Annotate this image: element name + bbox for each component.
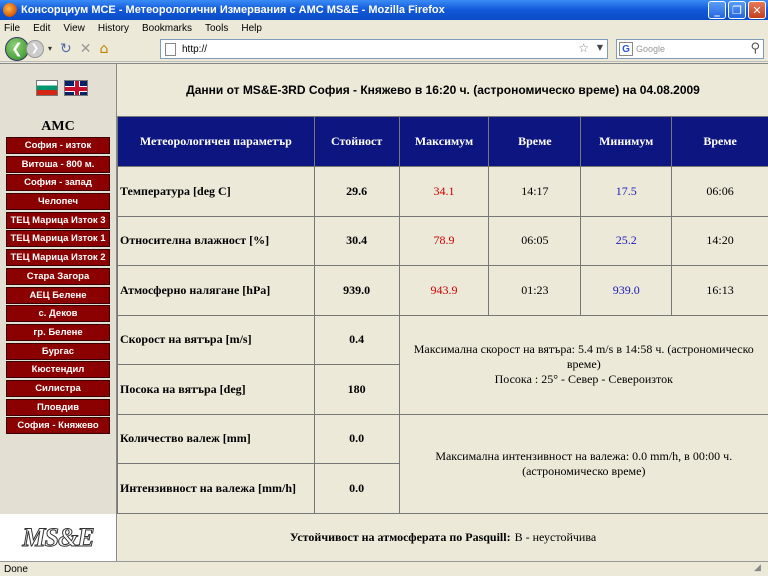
table-row: [118, 414, 768, 464]
station-plovdiv[interactable]: Пловдив: [6, 399, 110, 416]
precipitation-summary: Максимална интензивност на валежа: 0.0 mm/h, в 00:00 ч. (астрономическо време): [399, 414, 768, 513]
current-value: 0.4: [314, 315, 399, 365]
max-value: 943.9: [399, 266, 489, 316]
url-text[interactable]: http://: [182, 43, 208, 55]
mse-logo: [0, 514, 116, 562]
station-sofia-west[interactable]: София - запад: [6, 174, 110, 191]
url-bar[interactable]: [160, 39, 608, 59]
max-time: 14:17: [489, 167, 581, 217]
max-value: 78.9: [399, 216, 489, 266]
station-silistra[interactable]: Силистра: [6, 380, 110, 397]
search-engine-icon[interactable]: G: [619, 42, 633, 56]
station-chelopech[interactable]: Челопеч: [6, 193, 110, 210]
maximize-button[interactable]: ❐: [728, 1, 746, 19]
uk-flag-icon[interactable]: [64, 80, 88, 96]
parameter-name: Посока на вятъра [deg]: [118, 365, 315, 415]
stations-heading: АМС: [41, 119, 75, 134]
max-value: 34.1: [399, 167, 489, 217]
table-row: [118, 315, 768, 365]
home-icon[interactable]: ⌂: [99, 40, 109, 57]
search-box[interactable]: [616, 39, 764, 59]
table-row: [118, 216, 768, 266]
back-arrow-icon[interactable]: ❮: [5, 37, 29, 61]
max-time: 06:05: [489, 216, 581, 266]
menu-tools[interactable]: Tools: [205, 22, 229, 34]
min-value: 939.0: [581, 266, 672, 316]
current-value: 0.0: [314, 414, 399, 464]
table-row: [118, 167, 768, 217]
parameter-name: Скорост на вятъра [m/s]: [118, 315, 315, 365]
status-text: Done: [4, 563, 28, 575]
current-value: 180: [314, 365, 399, 415]
column-header: Метеорологичен параметър: [118, 117, 315, 167]
column-header: Максимум: [399, 117, 489, 167]
min-time: 14:20: [672, 216, 768, 266]
station-stara-zagora[interactable]: Стара Загора: [6, 268, 110, 285]
page-title: Данни от MS&E-3RD София - Княжево в 16:20 ч. (астрономическо време) на 04.08.2009: [186, 82, 700, 97]
parameter-name: Количество валеж [mm]: [118, 414, 315, 464]
min-value: 17.5: [581, 167, 672, 217]
measurements-table: [117, 116, 768, 514]
logo-text: MS&E: [22, 523, 94, 552]
station-sofia-knyazhevo[interactable]: София - Княжево: [6, 417, 110, 434]
wind-direction-note: Посока : 25° - Север - Североизток: [494, 372, 673, 386]
station-npp-belene[interactable]: АЕЦ Белене: [6, 287, 110, 304]
forward-arrow-icon[interactable]: ❯: [26, 40, 44, 58]
station-vitosha[interactable]: Витоша - 800 м.: [6, 156, 110, 173]
current-value: 30.4: [314, 216, 399, 266]
current-value: 29.6: [314, 167, 399, 217]
menu-view[interactable]: View: [63, 22, 85, 34]
firefox-icon: [3, 3, 17, 17]
column-header: Стойност: [314, 117, 399, 167]
bulgarian-flag-icon[interactable]: [36, 80, 58, 96]
station-belene-town[interactable]: гр. Белене: [6, 324, 110, 341]
max-time: 01:23: [489, 266, 581, 316]
current-value: 939.0: [314, 266, 399, 316]
resize-grip-icon[interactable]: ◢: [754, 563, 761, 573]
page-icon: [165, 43, 176, 56]
menu-bookmarks[interactable]: Bookmarks: [141, 22, 192, 34]
menu-help[interactable]: Help: [241, 22, 262, 34]
current-value: 0.0: [314, 464, 399, 514]
parameter-name: Относителна влажност [%]: [118, 216, 315, 266]
column-header: Време: [672, 117, 768, 167]
window-title: Консорциум МСЕ - Метеорологични Измервания с АМС MS&E - Mozilla Firefox: [21, 4, 445, 16]
bookmark-star-icon[interactable]: ☆: [578, 41, 589, 55]
stability-label: Устойчивост на атмосферата по Pasquill:: [289, 529, 511, 544]
menu-edit[interactable]: Edit: [33, 22, 51, 34]
station-sofia-east[interactable]: София - изток: [6, 137, 110, 154]
url-dropdown-icon[interactable]: ▼: [596, 43, 603, 52]
column-header: Време: [489, 117, 581, 167]
search-input[interactable]: Google: [636, 44, 666, 54]
parameter-name: Температура [deg C]: [118, 167, 315, 217]
table-row: [118, 266, 768, 316]
parameter-name: Интензивност на валежа [mm/h]: [118, 464, 315, 514]
station-dekov[interactable]: с. Деков: [6, 305, 110, 322]
search-icon[interactable]: ⚲: [750, 41, 760, 56]
navigation-toolbar: [0, 36, 768, 62]
station-list: [6, 137, 110, 436]
menu-history[interactable]: History: [97, 22, 129, 34]
station-kyustendil[interactable]: Кюстендил: [6, 361, 110, 378]
status-bar: [0, 561, 768, 576]
stability-info: [117, 512, 768, 562]
close-button[interactable]: ✕: [748, 1, 766, 19]
menu-file[interactable]: File: [4, 22, 21, 34]
sidebar: [0, 64, 116, 562]
page-content: [0, 63, 768, 561]
min-value: 25.2: [581, 216, 672, 266]
column-header: Минимум: [581, 117, 672, 167]
menu-bar: [0, 20, 768, 36]
reload-icon[interactable]: ↻: [60, 40, 72, 57]
main-panel: [116, 64, 768, 562]
stability-value: B - неустойчива: [514, 529, 597, 544]
table-header-row: [118, 117, 768, 167]
min-time: 16:13: [672, 266, 768, 316]
parameter-name: Атмосферно налягане [hPa]: [118, 266, 315, 316]
wind-max-note: Максимална скорост на вятъра: 5.4 m/s в 14:58 ч. (астрономическо време): [413, 342, 754, 371]
history-dropdown-icon[interactable]: ▾: [48, 44, 53, 53]
station-tpp-maritsa-2[interactable]: ТЕЦ Марица Изток 2: [6, 249, 110, 266]
station-tpp-maritsa-3[interactable]: ТЕЦ Марица Изток 3: [6, 212, 110, 229]
min-time: 06:06: [672, 167, 768, 217]
stop-icon[interactable]: ✕: [79, 40, 92, 57]
station-tpp-maritsa-1[interactable]: ТЕЦ Марица Изток 1: [6, 230, 110, 247]
minimize-button[interactable]: _: [708, 1, 726, 19]
station-burgas[interactable]: Бургас: [6, 343, 110, 360]
title-bar: [0, 0, 768, 20]
wind-summary: [399, 315, 768, 414]
